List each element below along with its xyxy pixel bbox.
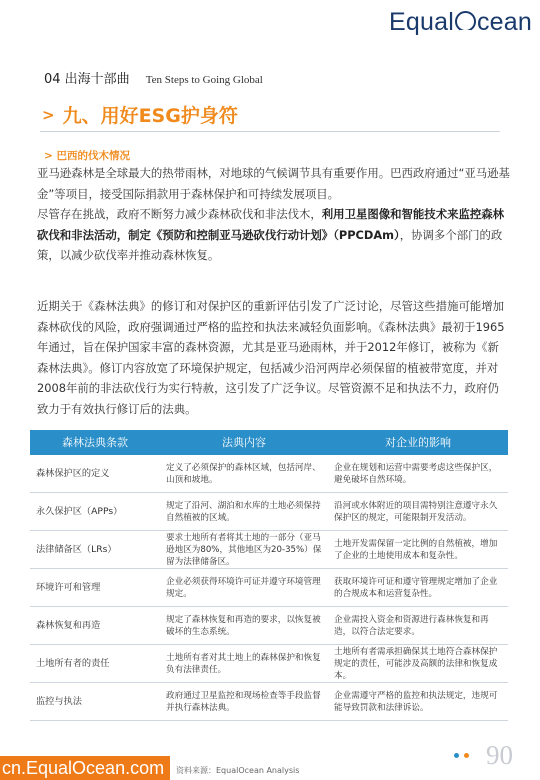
dot-icon bbox=[454, 753, 459, 758]
intro-text-1: 亚马逊森林是全球最大的热带雨林，对地球的气候调节具有重要作用。巴西政府通过“亚马逊基金”等项目，接受国际捐款用于森林保护和可持续发展项目。 bbox=[37, 166, 510, 201]
table-cell: 法律储备区（LRs） bbox=[30, 531, 160, 569]
table-cell: 规定了沿河、湖泊和水库的土地必须保持自然植被的区域。 bbox=[160, 493, 328, 531]
table-row bbox=[30, 455, 508, 493]
table-header-row bbox=[30, 430, 508, 455]
table-cell: 土地所有者对其土地上的森林保护和恢复负有法律责任。 bbox=[160, 645, 328, 683]
table-header-cell: 法典内容 bbox=[160, 430, 328, 455]
table-cell: 土地所有者的责任 bbox=[30, 645, 160, 683]
table-row bbox=[30, 531, 508, 569]
table-cell: 土地开发需保留一定比例的自然植被，增加了企业的土地使用成本和复杂性。 bbox=[328, 531, 508, 569]
intro-text-2: 尽管存在挑战，政府不断努力减少森林砍伐和非法伐木， bbox=[37, 207, 322, 221]
table-cell: 获取环境许可证和遵守管理规定增加了企业的合规成本和运营复杂性。 bbox=[328, 569, 508, 607]
section-header bbox=[44, 68, 263, 87]
intro-paragraph bbox=[37, 163, 510, 266]
chevron-right-icon: > bbox=[42, 105, 55, 124]
table-cell: 定义了必须保护的森林区域，包括河岸、山顶和坡地。 bbox=[160, 455, 328, 493]
title-divider bbox=[40, 131, 500, 132]
table-row bbox=[30, 607, 508, 645]
footer-source: 资料来源：EqualOcean Analysis bbox=[176, 766, 300, 775]
page-number: 90 bbox=[486, 740, 513, 770]
equalocean-logo: Equal cean bbox=[389, 8, 532, 36]
table-row bbox=[30, 645, 508, 683]
table-row bbox=[30, 683, 508, 721]
section-english-title: Ten Steps to Going Global bbox=[145, 74, 263, 86]
table-header-cell: 森林法典条款 bbox=[30, 430, 160, 455]
table-row bbox=[30, 493, 508, 531]
table-header-cell: 对企业的影响 bbox=[328, 430, 508, 455]
forest-law-table bbox=[30, 430, 508, 721]
forest-law-paragraph: 近期关于《森林法典》的修订和对保护区的重新评估引发了广泛讨论，尽管这些措施可能增加森林砍伐的风险，政府强调通过严格的监控和执法来减轻负面影响。《森林法典》最初于1965年通过，旨在保护国家丰富的森林资源，尤其是亚马逊雨林，并于2012年修订，被称为《新森林法典》。修订内容放宽了环境保护规定，包括减少沿河两岸必须保留的植被带宽度，并对2008年前的非法砍伐行为实行特赦，这引发了广泛争议。尽管资源不足和执法不力，政府仍致力于有效执行修订后的法典。 bbox=[37, 299, 505, 416]
intro-text-3: ，协调多个部门的政策，以减少砍伐率并推动森林恢复。 bbox=[37, 227, 503, 262]
subheading-text: 巴西的伐木情况 bbox=[56, 150, 130, 162]
dot-icon bbox=[464, 753, 469, 758]
table-cell: 企业需投入资金和资源进行森林恢复和再造，以符合法定要求。 bbox=[328, 607, 508, 645]
table-cell: 沿河或水体附近的项目需特别注意遵守永久保护区的规定，可能限制开发活动。 bbox=[328, 493, 508, 531]
page-dots-icon bbox=[454, 753, 469, 758]
logo-o-icon bbox=[455, 11, 476, 32]
subheading bbox=[44, 148, 130, 163]
table-row bbox=[30, 569, 508, 607]
table-cell: 监控与执法 bbox=[30, 683, 160, 721]
page-title-text: 九、用好ESG护身符 bbox=[62, 105, 238, 127]
table-cell: 规定了森林恢复和再造的要求，以恢复被破坏的生态系统。 bbox=[160, 607, 328, 645]
table-cell: 政府通过卫星监控和现场检查等手段监督并执行森林法典。 bbox=[160, 683, 328, 721]
table-cell: 环境许可和管理 bbox=[30, 569, 160, 607]
chevron-right-icon: > bbox=[44, 150, 53, 162]
footer-website-link[interactable]: cn.EqualOcean.com bbox=[0, 756, 170, 780]
page-title bbox=[42, 101, 238, 128]
table-cell: 森林保护区的定义 bbox=[30, 455, 160, 493]
table-cell: 永久保护区（APPs） bbox=[30, 493, 160, 531]
table-cell: 要求土地所有者将其土地的一部分（亚马逊地区为80%，其他地区为20-35%）保留为法律储备区。 bbox=[160, 531, 328, 569]
table-cell: 企业需遵守严格的监控和执法规定，违规可能导致罚款和法律诉讼。 bbox=[328, 683, 508, 721]
section-number: 04 出海十部曲 bbox=[44, 72, 130, 87]
table-cell: 土地所有者需承担确保其土地符合森林保护规定的责任，可能涉及高额的法律和恢复成本。 bbox=[328, 645, 508, 683]
table-cell: 企业在规划和运营中需要考虑这些保护区，避免破坏自然环境。 bbox=[328, 455, 508, 493]
table-cell: 森林恢复和再造 bbox=[30, 607, 160, 645]
table-cell: 企业必须获得环境许可证并遵守环境管理规定。 bbox=[160, 569, 328, 607]
intro-text-bold: 利用卫星图像和智能技术来监控森林砍伐和非法活动，制定《预防和控制亚马逊砍伐行动计划》（PPCDAm） bbox=[37, 207, 505, 242]
